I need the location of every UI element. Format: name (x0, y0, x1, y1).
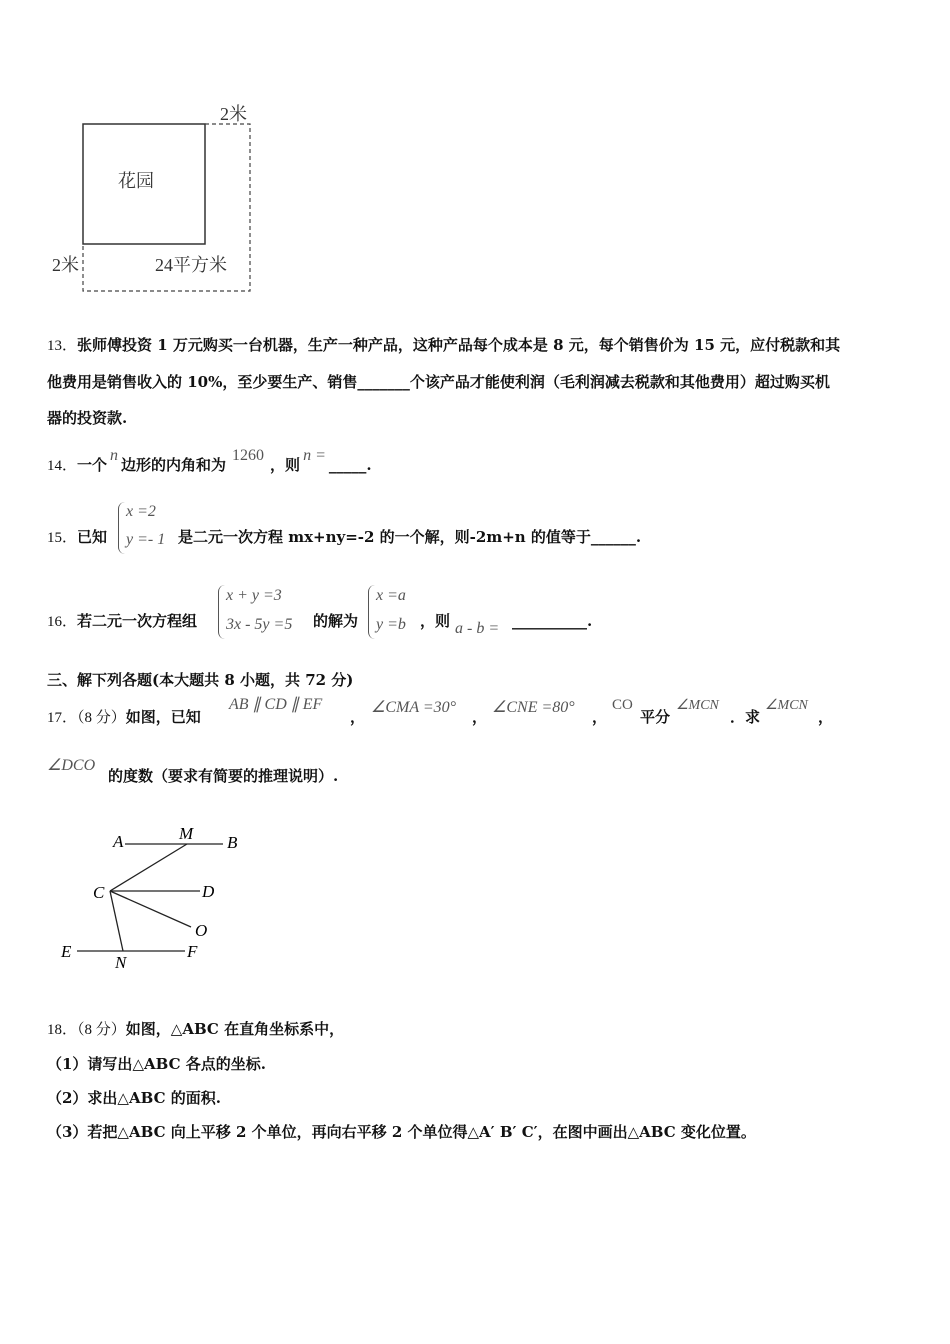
q16-prefix (47, 603, 197, 640)
q16-sys2-line2: y =b (376, 616, 406, 633)
q16-text-b: 的解为 (313, 612, 359, 630)
q16-brace-1 (218, 585, 225, 639)
q17-angle4: ∠MCN (765, 698, 808, 713)
point-n-label: N (115, 953, 127, 972)
q17-text-c: ．求 (730, 708, 761, 726)
top-width-label: 2米 (220, 104, 247, 124)
q15-prefix (47, 519, 107, 556)
q13-line1 (47, 327, 917, 364)
q14-text-a: 一个 (77, 456, 108, 474)
q17-co: CO (612, 697, 633, 713)
line-cn (110, 891, 123, 951)
q16-brace-2 (368, 585, 375, 639)
q17-prefix (47, 699, 201, 736)
q16-sys1-line1: x + y =3 (226, 587, 282, 604)
q15-sys-line1: x =2 (126, 503, 156, 520)
q14-blank: _____. (328, 456, 372, 474)
point-o-label: O (195, 921, 208, 940)
left-width-label: 2米 (52, 255, 79, 275)
q13-text-1: 张师傅投资 1 万元购买一台机器，生产一种产品，这种产品每个成本是 8 元，每个销售价为 15 元，应付税款和其 (77, 336, 841, 354)
q17-text-d: 的度数（要求有简要的推理说明）. (108, 767, 339, 785)
q16-blank: __________. (512, 612, 593, 630)
q14-eq: n = (303, 447, 326, 464)
q14-text-b: 边形的内角和为 (121, 456, 227, 474)
q17-angle1: ∠CMA =30° (371, 699, 457, 716)
q15-text-b: 是二元一次方程 mx+ny=-2 的一个解，则-2m+n 的值等于______. (178, 528, 642, 546)
point-m-label: M (179, 824, 194, 843)
q13-number: 13． (47, 338, 78, 354)
line-co (110, 891, 191, 927)
q13-line3: 器的投资款. (47, 409, 128, 427)
parallel-lines-figure (55, 820, 255, 980)
q16-expr: a - b = (455, 620, 500, 637)
question-13 (47, 327, 917, 436)
q16-text-a: 若二元一次方程组 (77, 612, 198, 630)
q14-text-c: ，则 (270, 456, 301, 474)
q17-score: （8 分） (77, 710, 126, 726)
q18-score: （8 分） (77, 1022, 126, 1038)
q14-value: 1260 (232, 447, 265, 464)
q17-comma1: ， (350, 708, 366, 726)
q18-text: 如图，△ABC 在直角坐标系中， (125, 1020, 345, 1038)
q18-sub2: （2）求出△ABC 的面积. (47, 1089, 221, 1107)
point-d-label: D (202, 882, 215, 901)
q16-sys2-line1: x =a (376, 587, 406, 604)
q17-angle5: ∠DCO (47, 757, 96, 774)
question-18 (47, 1012, 917, 1149)
question-14 (47, 447, 917, 484)
q18-intro (47, 1012, 917, 1047)
q18-number: 18． (47, 1022, 78, 1038)
q15-sys-line2: y =- 1 (126, 531, 166, 548)
garden-label: 花园 (118, 171, 154, 191)
q18-sub1: （1）请写出△ABC 各点的坐标. (47, 1055, 266, 1073)
q17-number: 17． (47, 710, 78, 726)
point-b-label: B (227, 833, 238, 852)
area-label: 24平方米 (155, 255, 227, 275)
q14-number: 14． (47, 458, 78, 474)
point-c-label: C (93, 883, 105, 902)
q17-angle3: ∠MCN (676, 698, 719, 713)
q17-angle2: ∠CNE =80° (492, 699, 575, 716)
point-a-label: A (113, 832, 124, 851)
q17-parallel: AB ∥ CD ∥ EF (229, 696, 323, 713)
q16-sys1-line2: 3x - 5y =5 (226, 616, 293, 633)
q15-text-a: 已知 (77, 528, 108, 546)
point-e-label: E (61, 942, 72, 961)
q17-text-b: 平分 (640, 708, 671, 726)
q16-text-c: ，则 (420, 612, 451, 630)
q13-line2: 他费用是销售收入的 10%，至少要生产、销售_______个该产品才能使利润（毛利润减去税款和其他费用）超过购买机 (47, 373, 830, 391)
q14-var-n: n (110, 447, 119, 464)
q15-brace (118, 502, 125, 554)
q18-sub3: （3）若把△ABC 向上平移 2 个单位，再向右平移 2 个单位得△A′ B′ C′，在图中画出△ABC 变化位置。 (47, 1123, 756, 1141)
point-f-label: F (187, 942, 198, 961)
q17-text-a: 如图，已知 (125, 708, 201, 726)
q17-comma2: ， (472, 708, 488, 726)
garden-figure (40, 95, 280, 305)
q17-comma3: ， (592, 708, 608, 726)
q15-number: 15． (47, 530, 78, 546)
section3-heading: 三、解下列各题(本大题共 8 小题，共 72 分) (47, 671, 354, 689)
line-cm (110, 844, 187, 891)
q17-comma4: ， (818, 708, 834, 726)
q16-number: 16． (47, 614, 78, 630)
